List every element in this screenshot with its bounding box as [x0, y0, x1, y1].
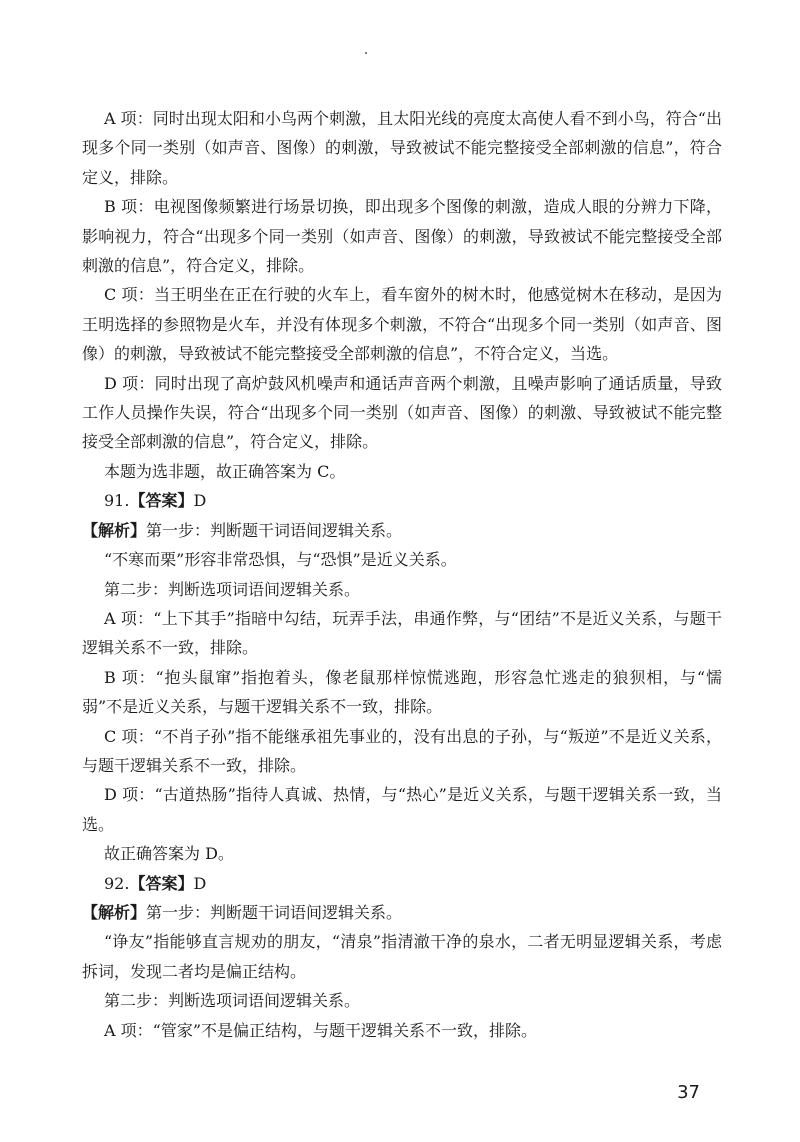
q91-analysis-label: 【解析】 — [82, 520, 147, 540]
text-body — [82, 104, 722, 1045]
q91-number: 91. — [104, 491, 130, 511]
q92-answer-line — [82, 869, 722, 898]
option-b-paragraph: B 项：电视图像频繁进行场景切换，即出现多个图像的刺激，造成人眼的分辨力下降，影响视力，符合“出现多个同一类别（如声音、图像）的刺激，导致被试不能完整接受全部刺激的信息”，符合定义，排除。 — [82, 197, 722, 276]
page-number: 37 — [677, 1082, 700, 1103]
option-d-paragraph: D 项：同时出现了高炉鼓风机噪声和通话声音两个刺激，且噪声影响了通话质量，导致工作人员操作失误，符合“出现多个同一类别（如声音、图像）的刺激、导致被试不能完整接受全部刺激的信息”，符合定义，排除。 — [82, 373, 722, 452]
option-c-paragraph: C 项：当王明坐在正在行驶的火车上，看车窗外的树木时，他感觉树木在移动，是因为王明选择的参照物是火车，并没有体现多个刺激，不符合“出现多个同一类别（如声音、图像）的刺激，导致被试不能完整接受全部刺激的信息”，不符合定义，当选。 — [82, 285, 722, 364]
q91-answer-line — [82, 486, 722, 515]
q91-analysis-line — [82, 516, 722, 545]
q91-answer: D — [193, 491, 207, 511]
option-a-paragraph: A 项：同时出现太阳和小鸟两个刺激，且太阳光线的亮度太高使人看不到小鸟，符合“出现多个同一类别（如声音、图像）的刺激，导致被试不能完整接受全部刺激的信息”，符合定义，排除。 — [82, 109, 722, 187]
q92-analysis-label: 【解析】 — [82, 902, 147, 922]
scan-speck — [365, 52, 367, 54]
q91-answer-label: 【答案】 — [129, 491, 194, 511]
q91-step1: 第一步：判断题干词语间逻辑关系。 — [146, 520, 403, 540]
q91-stem: “不寒而栗”形容非常恐惧，与“恐惧”是近义关系。 — [104, 550, 457, 570]
q91-step2: 第二步：判断选项词语间逻辑关系。 — [104, 579, 361, 599]
q91-option-b: B 项：“抱头鼠窜”指抱着头，像老鼠那样惊慌逃跑，形容急忙逃走的狼狈相，与“懦弱”不是近义关系，与题干逻辑关系不一致，排除。 — [82, 667, 722, 717]
answer-conclusion-90: 本题为选非题，故正确答案为 C。 — [104, 461, 346, 481]
q92-step1: 第一步：判断题干词语间逻辑关系。 — [146, 902, 403, 922]
q92-number: 92. — [104, 873, 130, 893]
q92-analysis-line — [82, 898, 722, 927]
q91-option-a: A 项：“上下其手”指暗中勾结，玩弄手法，串通作弊，与“团结”不是近义关系，与题干逻辑关系不一致，排除。 — [82, 608, 722, 658]
q91-option-d: D 项：“古道热肠”指待人真诚、热情，与“热心”是近义关系，与题干逻辑关系一致，当选。 — [82, 785, 722, 834]
q92-step2: 第二步：判断选项词语间逻辑关系。 — [104, 991, 361, 1011]
q92-option-a: A 项：“管家”不是偏正结构，与题干逻辑关系不一致，排除。 — [104, 1020, 538, 1040]
q92-answer-label: 【答案】 — [129, 873, 194, 893]
q92-stem: “诤友”指能够直言规劝的朋友，“清泉”指清澈干净的泉水，二者无明显逻辑关系，考虑拆词，发现二者均是偏正结构。 — [82, 932, 722, 981]
q91-option-c: C 项：“不肖子孙”指不能继承祖先事业的，没有出息的子孙，与“叛逆”不是近义关系，与题干逻辑关系不一致，排除。 — [82, 726, 722, 775]
q91-conclusion: 故正确答案为 D。 — [104, 844, 234, 864]
q92-answer: D — [193, 873, 207, 893]
